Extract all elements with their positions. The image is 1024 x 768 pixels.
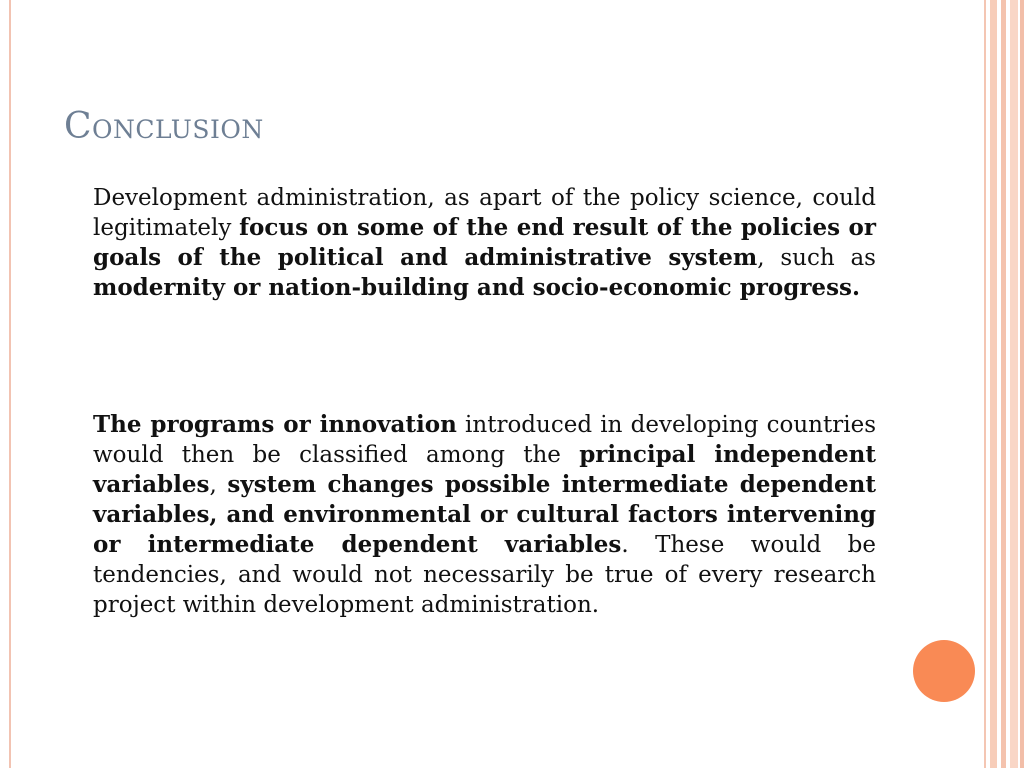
- paragraph-2-text-2: ,: [209, 472, 228, 498]
- paragraph-2: [93, 410, 876, 620]
- paragraph-2-bold-1: The programs or innovation: [93, 411, 457, 438]
- paragraph-1-text-1: Development administration, as apart of the policy science, could legitimately: [93, 185, 876, 241]
- paragraph-2-text-3: . These would be tendencies, and would not necessarily be true of every research project within development administration.: [93, 532, 876, 618]
- left-border-line: [9, 0, 11, 768]
- stripe: [990, 0, 997, 768]
- orange-circle-decoration: [913, 640, 975, 702]
- paragraph-2-text-1: introduced in developing countries would then be classified among the: [93, 412, 877, 468]
- paragraph-1-text-2: , such as: [757, 245, 876, 271]
- paragraph-1-bold-2: modernity or nation-building and socio-economic progress.: [93, 274, 860, 301]
- stripe: [1001, 0, 1006, 768]
- right-decorative-stripes: [984, 0, 1024, 768]
- slide-title: Conclusion: [64, 106, 264, 147]
- paragraph-2-bold-2: principal independent variables: [93, 441, 876, 498]
- paragraph-2-bold-3: system changes possible intermediate dependent variables, and environmental or cultural factors intervening or intermediate dependent variables: [93, 471, 876, 558]
- paragraph-1-bold-1: focus on some of the end result of the policies or goals of the political and administrative system: [93, 214, 876, 271]
- stripe: [1020, 0, 1024, 768]
- paragraph-1: [93, 183, 876, 303]
- stripe: [984, 0, 986, 768]
- stripe: [1010, 0, 1018, 768]
